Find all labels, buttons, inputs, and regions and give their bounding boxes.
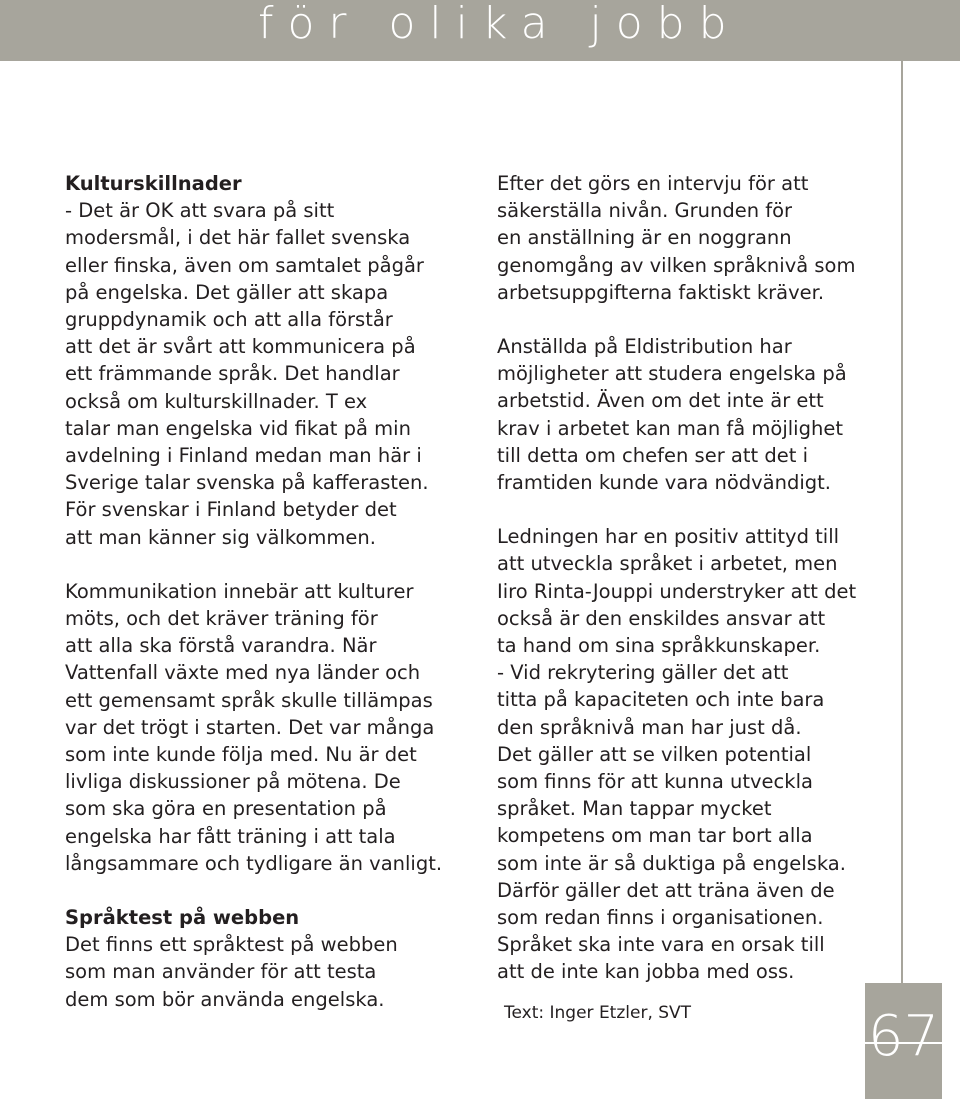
text-line: som inte är så duktiga på engelska.	[497, 851, 846, 875]
text-line: att alla ska förstå varandra. När	[65, 634, 377, 658]
text-line: på engelska. Det gäller att skapa	[65, 280, 389, 304]
right-column	[497, 170, 877, 986]
text-line: livliga diskussioner på mötena. De	[65, 770, 401, 794]
text-line: som finns för att kunna utveckla	[497, 770, 813, 794]
paragraph-gap	[65, 551, 465, 578]
section-heading-kulturskillnader: Kulturskillnader	[65, 172, 242, 195]
text-line: möts, och det kräver träning för	[65, 607, 378, 631]
text-line: Sverige talar svenska på kafferasten.	[65, 471, 429, 495]
text-line: genomgång av vilken språknivå som	[497, 253, 856, 277]
text-line: språket. Man tappar mycket	[497, 797, 772, 821]
text-line: ett främmande språk. Det handlar	[65, 362, 400, 386]
paragraph-spraktest	[65, 931, 465, 1013]
text-line: avdelning i Finland medan man här i	[65, 444, 422, 468]
paragraph-kommunikation	[65, 578, 465, 877]
paragraph-kulturskillnader	[65, 197, 465, 551]
text-line: Kommunikation innebär att kulturer	[65, 579, 414, 603]
text-line: att det är svårt att kommunicera på	[65, 335, 416, 359]
text-line: som man använder för att testa	[65, 960, 377, 984]
text-line: Vattenfall växte med nya länder och	[65, 661, 421, 685]
text-line: - Vid rekrytering gäller det att	[497, 661, 789, 685]
text-line: framtiden kunde vara nödvändigt.	[497, 471, 831, 495]
text-line: som ska göra en presentation på	[65, 797, 387, 821]
text-line: till detta om chefen ser att det i	[497, 443, 808, 467]
text-line: Ledningen har en positiv attityd till	[497, 525, 840, 549]
section-heading-spraktest: Språktest på webben	[65, 906, 300, 930]
text-line: talar man engelska vid fikat på min	[65, 416, 411, 440]
paragraph-gap	[497, 306, 877, 333]
text-line: också om kulturskillnader. T ex	[65, 389, 368, 413]
text-line: arbetstid. Även om det inte är ett	[497, 389, 824, 413]
text-line: långsammare och tydligare än vanligt.	[65, 851, 443, 875]
paragraph-ledningen	[497, 523, 877, 985]
text-line: - Det är OK att svara på sitt	[65, 199, 335, 223]
text-line: den språknivå man har just då.	[497, 715, 802, 739]
text-line: att de inte kan jobba med oss.	[497, 960, 795, 984]
text-line: Anställda på Eldistribution har	[497, 335, 792, 359]
left-column	[65, 170, 465, 1013]
text-line: som inte kunde följa med. Nu är det	[65, 743, 417, 767]
text-line: dem som bör använda engelska.	[65, 987, 385, 1011]
page-header-title: för olika jobb	[258, 0, 741, 49]
paragraph-intervju	[497, 170, 877, 306]
page-number: 67	[867, 1004, 940, 1069]
margin-rule	[901, 61, 903, 986]
text-line: arbetsuppgifterna faktiskt kräver.	[497, 280, 825, 304]
text-line: Det finns ett språktest på webben	[65, 933, 398, 957]
text-line: också är den enskildes ansvar att	[497, 606, 826, 630]
text-line: som redan finns i organisationen.	[497, 906, 824, 930]
text-line: säkerställa nivån. Grunden för	[497, 199, 793, 223]
text-line: en anställning är en noggrann	[497, 226, 792, 250]
text-line: Iiro Rinta-Jouppi understryker att det	[497, 579, 857, 603]
text-line: Efter det görs en intervju för att	[497, 172, 809, 195]
text-line: att utveckla språket i arbetet, men	[497, 552, 838, 576]
text-line: eller finska, även om samtalet pågår	[65, 253, 424, 277]
text-line: ta hand om sina språkkunskaper.	[497, 634, 821, 658]
text-line: Därför gäller det att träna även de	[497, 878, 835, 902]
paragraph-gap	[497, 496, 877, 523]
text-line: kompetens om man tar bort alla	[497, 824, 813, 848]
text-line: att man känner sig välkommen.	[65, 525, 376, 549]
text-line: krav i arbetet kan man få möjlighet	[497, 416, 843, 440]
text-line: möjligheter att studera engelska på	[497, 362, 847, 386]
author-credit: Text: Inger Etzler, SVT	[504, 1003, 692, 1023]
text-line: engelska har fått träning i att tala	[65, 824, 396, 848]
text-line: gruppdynamik och att alla förstår	[65, 308, 393, 332]
text-line: titta på kapaciteten och inte bara	[497, 688, 825, 712]
text-line: Det gäller att se vilken potential	[497, 742, 812, 766]
text-line: var det trögt i starten. Det var många	[65, 715, 435, 739]
paragraph-gap	[65, 877, 465, 904]
paragraph-anstallda	[497, 333, 877, 496]
text-line: ett gemensamt språk skulle tillämpas	[65, 688, 433, 712]
text-line: modersmål, i det här fallet svenska	[65, 226, 411, 250]
text-line: För svenskar i Finland betyder det	[65, 498, 397, 522]
text-line: Språket ska inte vara en orsak till	[497, 933, 825, 957]
